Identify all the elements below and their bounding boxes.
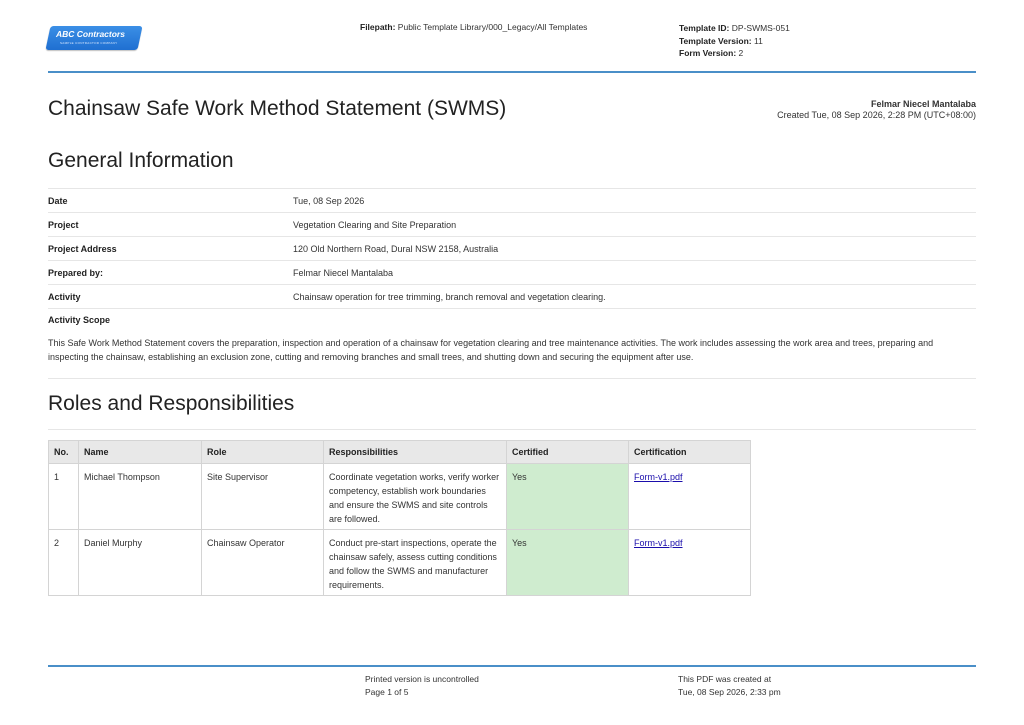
pdf-created-label: This PDF was created at <box>678 674 772 684</box>
template-id-label: Template ID: <box>679 23 730 33</box>
cell-role: Site Supervisor <box>202 464 324 530</box>
footer-left <box>365 673 479 699</box>
cell-certified: Yes <box>507 464 629 530</box>
footer-divider <box>48 665 976 667</box>
cell-name: Michael Thompson <box>79 464 202 530</box>
logo-tagline: SAMPLE CONTRACTOR COMPANY <box>60 41 118 45</box>
column-header-responsibilities: Responsibilities <box>324 441 507 464</box>
cell-name: Daniel Murphy <box>79 530 202 596</box>
info-row-date <box>48 188 976 212</box>
template-version-value: 11 <box>753 35 763 46</box>
info-value: Tue, 08 Sep 2026 <box>293 196 365 206</box>
footer-right <box>678 673 781 699</box>
general-info-list <box>48 188 976 308</box>
template-version-label: Template Version: <box>679 35 752 46</box>
info-label: Prepared by: <box>48 268 104 278</box>
cell-certification <box>629 530 751 596</box>
page-number: Page 1 of 5 <box>365 687 409 697</box>
document-title: Chainsaw Safe Work Method Statement (SWMS) <box>48 97 507 120</box>
template-meta <box>679 22 790 60</box>
info-row-project-address <box>48 236 976 260</box>
info-value: 120 Old Northern Road, Dural NSW 2158, Australia <box>293 244 499 254</box>
activity-scope-label: Activity Scope <box>48 315 111 325</box>
scope-divider <box>48 378 976 379</box>
created-timestamp: Created Tue, 08 Sep 2026, 2:28 PM (UTC+08:00) <box>777 110 976 120</box>
info-row-activity <box>48 284 976 308</box>
cell-certified: Yes <box>507 530 629 596</box>
roles-table <box>48 440 751 596</box>
table-header-row <box>49 441 751 464</box>
cell-responsibilities: Coordinate vegetation works, verify worker competency, establish work boundaries and ensure the SWMS and site controls are followed. <box>324 464 507 530</box>
cell-certification <box>629 464 751 530</box>
info-row-prepared-by <box>48 260 976 284</box>
roles-divider <box>48 429 976 430</box>
page-header <box>48 18 976 72</box>
template-version <box>679 35 790 48</box>
cell-no: 2 <box>49 530 79 596</box>
roles-heading: Roles and Responsibilities <box>48 392 295 415</box>
general-info-heading: General Information <box>48 149 234 172</box>
uncontrolled-note: Printed version is uncontrolled <box>365 674 479 684</box>
document-creator <box>777 99 976 121</box>
column-header-no: No. <box>49 441 79 464</box>
filepath-label: Filepath: <box>360 22 396 32</box>
cell-responsibilities: Conduct pre-start inspections, operate the chainsaw safely, assess cutting conditions and follow the SWMS and manufacturer requirements. <box>324 530 507 596</box>
info-label: Project Address <box>48 244 117 254</box>
author-name: Felmar Niecel Mantalaba <box>870 99 976 109</box>
company-logo <box>48 26 140 50</box>
filepath-value: Public Template Library/000_Legacy/All Templates <box>397 22 588 32</box>
form-version <box>679 47 790 60</box>
form-version-value: 2 <box>738 48 744 58</box>
table-row <box>49 464 751 530</box>
cell-role: Chainsaw Operator <box>202 530 324 596</box>
cell-no: 1 <box>49 464 79 530</box>
table-row <box>49 530 751 596</box>
activity-scope-text: This Safe Work Method Statement covers the preparation, inspection and operation of a chainsaw for vegetation clearing and tree maintenance activities. The work includes assessing the work area and trees, preparing and inspecting the chainsaw, establishing an exclusion zone, cutting and removing branches and small trees, and shutting down and securing the equipment after use. <box>48 338 934 362</box>
pdf-created-timestamp: Tue, 08 Sep 2026, 2:33 pm <box>678 687 781 697</box>
column-header-role: Role <box>202 441 324 464</box>
form-version-label: Form Version: <box>679 48 737 58</box>
info-row-project <box>48 212 976 236</box>
filepath <box>360 22 587 32</box>
header-divider <box>48 71 976 73</box>
column-header-certified: Certified <box>507 441 629 464</box>
certification-file-link[interactable]: Form-v1.pdf <box>634 472 683 482</box>
info-value: Felmar Niecel Mantalaba <box>293 268 394 278</box>
certification-file-link[interactable]: Form-v1.pdf <box>634 538 683 548</box>
column-header-name: Name <box>79 441 202 464</box>
info-label: Activity <box>48 292 81 302</box>
logo-name: ABC Contractors <box>56 29 125 39</box>
info-label: Project <box>48 220 79 230</box>
template-id-value: DP-SWMS-051 <box>731 23 790 33</box>
template-id <box>679 22 790 35</box>
column-header-certification: Certification <box>629 441 751 464</box>
info-value: Chainsaw operation for tree trimming, branch removal and vegetation clearing. <box>293 292 606 302</box>
info-value: Vegetation Clearing and Site Preparation <box>293 220 457 230</box>
info-label: Date <box>48 196 68 206</box>
info-divider <box>48 308 976 309</box>
